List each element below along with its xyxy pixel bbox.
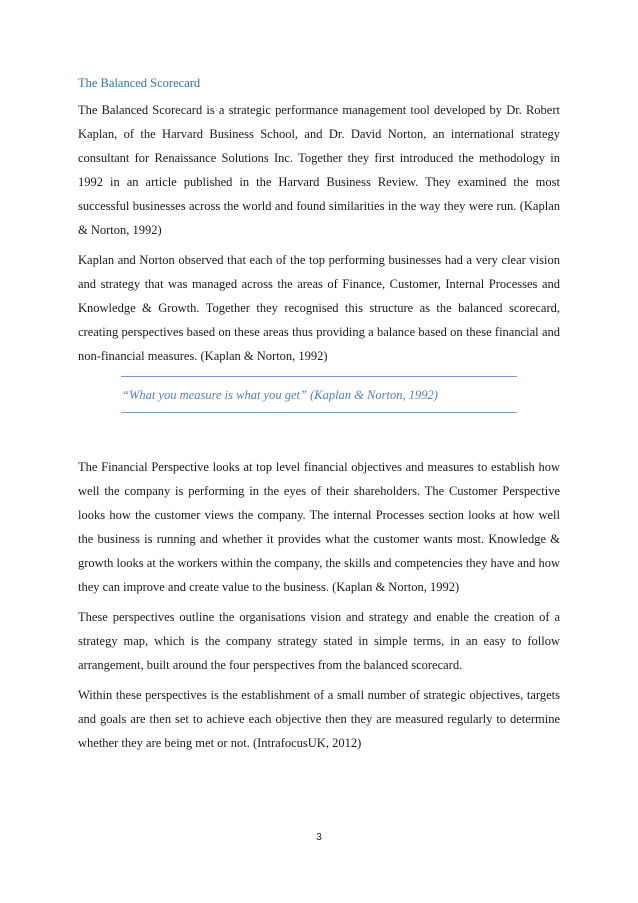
pull-quote bbox=[121, 376, 517, 413]
section-heading: The Balanced Scorecard bbox=[78, 76, 201, 90]
paragraph-observations: Kaplan and Norton observed that each of the top performing businesses had a very clear vision and strategy that was managed across the areas of Finance, Customer, Internal Processes and Knowledge & Growth. Together they recognised this structure as the balanced scorecard, creating perspectives based on these areas thus providing a balance based on these financial and non-financial measures. (Kaplan & Norton, 1992) bbox=[78, 253, 560, 363]
page-number: 3 bbox=[316, 832, 322, 843]
paragraph-perspectives: The Financial Perspective looks at top level financial objectives and measures to establish how well the company is performing in the eyes of their shareholders. The Customer Perspective looks how the customer views the company. The internal Processes section looks at how well the business is running and whether it provides what the customer wants most. Knowledge & growth looks at the workers within the company, the skills and competencies they have and how they can improve and create value to the business. (Kaplan & Norton, 1992) bbox=[78, 460, 560, 594]
paragraph-strategy-map: These perspectives outline the organisations vision and strategy and enable the creation of a strategy map, which is the company strategy stated in simple terms, in an easy to follow arrangement, built around the four perspectives from the balanced scorecard. bbox=[78, 610, 560, 672]
quote-text: “What you measure is what you get” (Kaplan & Norton, 1992) bbox=[122, 388, 438, 402]
paragraph-objectives: Within these perspectives is the establishment of a small number of strategic objectives, targets and goals are then set to achieve each objective then they are measured regularly to determine whether they are being met or not. (IntrafocusUK, 2012) bbox=[78, 688, 560, 750]
spacer bbox=[78, 413, 560, 455]
page-content bbox=[78, 74, 560, 761]
paragraph-intro: The Balanced Scorecard is a strategic performance management tool developed by Dr. Robert Kaplan, of the Harvard Business School, and Dr. David Norton, an international strategy consultant for Renaissance Solutions Inc. Together they first introduced the methodology in 1992 in an article published in the Harvard Business Review. They examined the most successful businesses across the world and found similarities in the way they were run. (Kaplan & Norton, 1992) bbox=[78, 103, 560, 237]
